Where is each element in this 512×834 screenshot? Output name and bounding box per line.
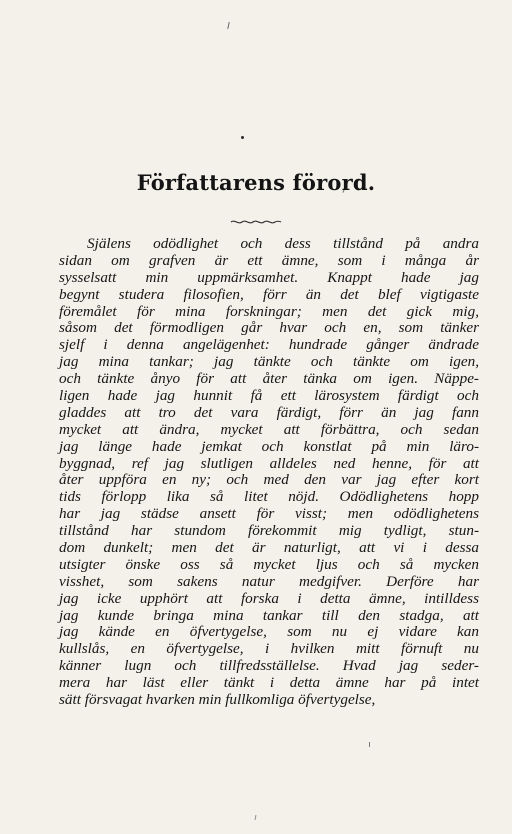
decorative-rule-ornament bbox=[229, 218, 283, 226]
text-line: mycket att ändra, mycket att förbättra, och sedan bbox=[59, 420, 479, 438]
print-speck bbox=[227, 22, 229, 29]
print-speck bbox=[241, 136, 244, 139]
text-line: tids förlopp lika så litet nöjd. Odödlighetens hopp bbox=[59, 488, 479, 506]
text-line: har jag städse ansett för visst; men odödlighetens bbox=[59, 505, 479, 523]
text-line: föremålet för mina forskningar; men det gick mig, bbox=[59, 302, 479, 320]
text-line: jag icke upphört att forska i detta ämne, intilldess bbox=[59, 589, 479, 607]
text-line: såsom det förmodligen går hvar och en, som tänker bbox=[59, 319, 479, 337]
chapter-heading: Författarens förord. bbox=[136, 170, 376, 195]
text-line: mera har läst eller tänkt i detta ämne har på intet bbox=[59, 674, 479, 692]
text-line: åter uppföra en ny; och med den var jag efter kort bbox=[59, 471, 479, 489]
text-line: ligen hade jag hunnit få ett lärosystem färdigt och bbox=[59, 387, 479, 405]
text-line: utsigter önske oss så mycket ljus och så mycken bbox=[59, 555, 479, 573]
text-line: gladdes att tro det vara färdigt, förr än jag fann bbox=[59, 403, 479, 421]
text-line: byggnad, ref jag slutligen alldeles ned henne, för att bbox=[59, 454, 479, 472]
text-line: jag länge hade jemkat och konstlat på min läro- bbox=[59, 437, 479, 455]
text-line: visshet, som sakens natur medgifver. Derföre har bbox=[59, 572, 479, 590]
print-speck bbox=[369, 742, 370, 747]
text-line: jag kände en öfvertygelse, som nu ej vidare kan bbox=[59, 623, 479, 641]
text-line: och tänkte ånyo för att åter tänka om igen. Näppe- bbox=[59, 370, 479, 388]
text-line: sidan om grafven är ett ämne, som i många år bbox=[59, 251, 479, 269]
text-line: tillstånd har stundom förekommit mig tydligt, stun- bbox=[59, 522, 479, 540]
text-line: känner lugn och tillfredsställelse. Hvad jag seder- bbox=[59, 657, 479, 675]
text-line: begynt studera filosofien, förr än det blef vigtigaste bbox=[59, 285, 479, 303]
text-line: dom dunkelt; men det är naturligt, att vi i dessa bbox=[59, 539, 479, 557]
text-line: jag kunde bringa mina tankar till den stadga, att bbox=[59, 606, 479, 624]
text-line: kullslås, en öfvertygelse, i hvilken mitt förnuft nu bbox=[59, 640, 479, 658]
text-line: Själens odödlighet och dess tillstånd på andra bbox=[87, 235, 479, 252]
text-line: jag mina tankar; jag tänkte och tänkte om igen, bbox=[59, 353, 479, 371]
text-line: sjelf i denna angelägenhet: hundrade gånger ändrade bbox=[59, 336, 479, 354]
preface-body-text bbox=[59, 236, 479, 709]
text-line: sysselsatt min uppmärksamhet. Knappt hade jag bbox=[59, 268, 479, 286]
print-speck bbox=[255, 815, 257, 820]
text-line: sätt försvagat hvarken min fullkomliga öfvertygelse, bbox=[59, 691, 376, 709]
